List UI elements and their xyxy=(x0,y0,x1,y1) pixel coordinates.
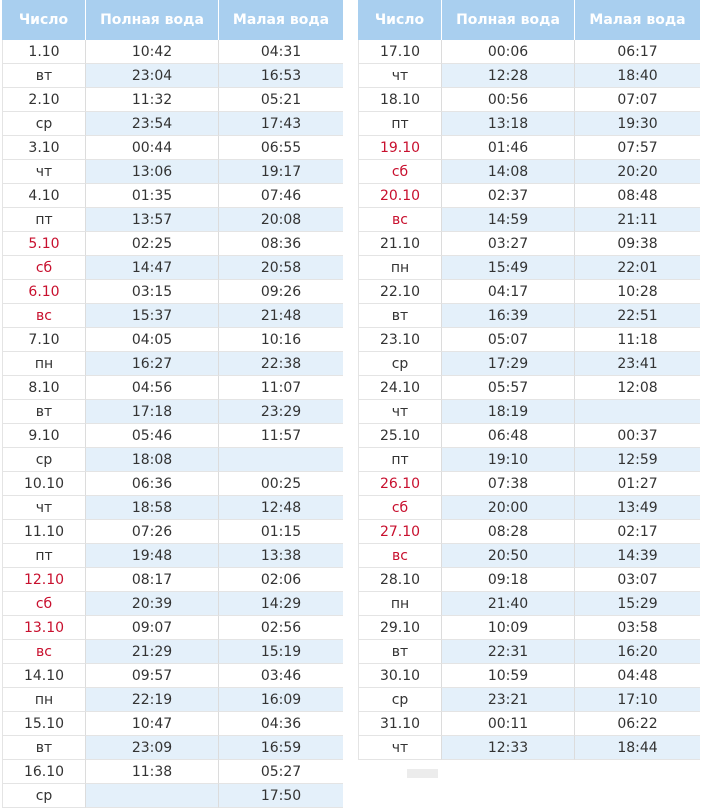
high-water-cell: 00:06 xyxy=(442,40,575,64)
date-cell: 14.10 xyxy=(2,664,86,688)
date-cell: 7.10 xyxy=(2,328,86,352)
table-row xyxy=(2,664,343,688)
low-water-cell: 13:49 xyxy=(575,496,700,520)
high-water-cell: 14:47 xyxy=(86,256,219,280)
low-water-cell: 12:48 xyxy=(219,496,343,520)
table-row xyxy=(358,160,700,184)
table-row xyxy=(358,40,700,64)
date-cell: 24.10 xyxy=(358,376,442,400)
date-cell: 22.10 xyxy=(358,280,442,304)
low-water-cell: 06:55 xyxy=(219,136,343,160)
low-water-cell: 08:48 xyxy=(575,184,700,208)
high-water-cell: 21:29 xyxy=(86,640,219,664)
table-row xyxy=(358,544,700,568)
high-water-cell: 14:59 xyxy=(442,208,575,232)
low-water-cell xyxy=(219,448,343,472)
low-water-cell: 20:20 xyxy=(575,160,700,184)
table-row xyxy=(358,688,700,712)
table-row xyxy=(2,400,343,424)
high-water-cell: 18:08 xyxy=(86,448,219,472)
table-row xyxy=(2,328,343,352)
high-water-cell: 00:11 xyxy=(442,712,575,736)
weekday-cell: пт xyxy=(2,208,86,232)
low-water-cell: 22:51 xyxy=(575,304,700,328)
table-row xyxy=(358,280,700,304)
table-row xyxy=(358,232,700,256)
table-row xyxy=(2,520,343,544)
low-water-cell: 08:36 xyxy=(219,232,343,256)
high-water-cell: 08:28 xyxy=(442,520,575,544)
date-cell: 16.10 xyxy=(2,760,86,784)
header-date: Число xyxy=(358,0,442,40)
weekday-cell: вт xyxy=(2,736,86,760)
high-water-cell: 06:48 xyxy=(442,424,575,448)
high-water-cell: 05:07 xyxy=(442,328,575,352)
weekday-cell: сб xyxy=(358,496,442,520)
low-water-cell: 04:36 xyxy=(219,712,343,736)
weekday-cell: вт xyxy=(2,400,86,424)
high-water-cell: 22:31 xyxy=(442,640,575,664)
low-water-cell: 00:25 xyxy=(219,472,343,496)
date-cell: 11.10 xyxy=(2,520,86,544)
table-row xyxy=(358,328,700,352)
low-water-cell: 03:46 xyxy=(219,664,343,688)
table-row xyxy=(358,712,700,736)
low-water-cell: 11:57 xyxy=(219,424,343,448)
table-row xyxy=(358,640,700,664)
weekday-cell: ср xyxy=(358,688,442,712)
header-row xyxy=(358,0,700,40)
table-row xyxy=(2,640,343,664)
low-water-cell: 07:46 xyxy=(219,184,343,208)
header-low-water: Малая вода xyxy=(575,0,700,40)
table-row xyxy=(2,784,343,808)
high-water-cell: 01:46 xyxy=(442,136,575,160)
date-cell: 10.10 xyxy=(2,472,86,496)
low-water-cell: 15:19 xyxy=(219,640,343,664)
high-water-cell: 10:09 xyxy=(442,616,575,640)
date-cell: 8.10 xyxy=(2,376,86,400)
high-water-cell: 20:00 xyxy=(442,496,575,520)
date-cell: 20.10 xyxy=(358,184,442,208)
table-row xyxy=(2,736,343,760)
low-water-cell: 23:41 xyxy=(575,352,700,376)
low-water-cell: 22:01 xyxy=(575,256,700,280)
low-water-cell: 16:09 xyxy=(219,688,343,712)
date-cell: 25.10 xyxy=(358,424,442,448)
date-cell: 15.10 xyxy=(2,712,86,736)
low-water-cell: 16:53 xyxy=(219,64,343,88)
table-row xyxy=(358,616,700,640)
low-water-cell: 03:07 xyxy=(575,568,700,592)
footer-placeholder xyxy=(407,769,438,778)
date-cell: 13.10 xyxy=(2,616,86,640)
high-water-cell: 10:59 xyxy=(442,664,575,688)
weekday-cell: пт xyxy=(2,544,86,568)
table-row xyxy=(358,304,700,328)
weekday-cell: вс xyxy=(358,544,442,568)
low-water-cell: 18:40 xyxy=(575,64,700,88)
high-water-cell: 05:57 xyxy=(442,376,575,400)
low-water-cell: 09:26 xyxy=(219,280,343,304)
high-water-cell: 07:26 xyxy=(86,520,219,544)
low-water-cell: 05:21 xyxy=(219,88,343,112)
weekday-cell: пн xyxy=(358,256,442,280)
date-cell: 26.10 xyxy=(358,472,442,496)
table-row xyxy=(2,496,343,520)
low-water-cell: 12:59 xyxy=(575,448,700,472)
low-water-cell: 10:16 xyxy=(219,328,343,352)
high-water-cell xyxy=(86,784,219,808)
high-water-cell: 04:17 xyxy=(442,280,575,304)
low-water-cell: 01:27 xyxy=(575,472,700,496)
table-row xyxy=(2,160,343,184)
table-row xyxy=(2,208,343,232)
low-water-cell xyxy=(575,400,700,424)
date-cell: 27.10 xyxy=(358,520,442,544)
low-water-cell: 02:06 xyxy=(219,568,343,592)
high-water-cell: 18:19 xyxy=(442,400,575,424)
high-water-cell: 16:39 xyxy=(442,304,575,328)
table-row xyxy=(2,712,343,736)
low-water-cell: 03:58 xyxy=(575,616,700,640)
high-water-cell: 12:28 xyxy=(442,64,575,88)
date-cell: 21.10 xyxy=(358,232,442,256)
weekday-cell: ср xyxy=(2,448,86,472)
weekday-cell: вс xyxy=(358,208,442,232)
low-water-cell: 19:17 xyxy=(219,160,343,184)
table-row xyxy=(358,736,700,760)
high-water-cell: 08:17 xyxy=(86,568,219,592)
header-row xyxy=(2,0,343,40)
high-water-cell: 00:44 xyxy=(86,136,219,160)
low-water-cell: 20:58 xyxy=(219,256,343,280)
date-cell: 2.10 xyxy=(2,88,86,112)
low-water-cell: 14:39 xyxy=(575,544,700,568)
low-water-cell: 04:31 xyxy=(219,40,343,64)
weekday-cell: сб xyxy=(2,592,86,616)
high-water-cell: 17:29 xyxy=(442,352,575,376)
weekday-cell: вт xyxy=(2,64,86,88)
low-water-cell: 06:22 xyxy=(575,712,700,736)
high-water-cell: 04:56 xyxy=(86,376,219,400)
low-water-cell: 16:59 xyxy=(219,736,343,760)
header-date: Число xyxy=(2,0,86,40)
low-water-cell: 10:28 xyxy=(575,280,700,304)
weekday-cell: ср xyxy=(2,784,86,808)
weekday-cell: пт xyxy=(358,112,442,136)
high-water-cell: 12:33 xyxy=(442,736,575,760)
high-water-cell: 22:19 xyxy=(86,688,219,712)
high-water-cell: 23:04 xyxy=(86,64,219,88)
high-water-cell: 21:40 xyxy=(442,592,575,616)
weekday-cell: пн xyxy=(2,352,86,376)
weekday-cell: вс xyxy=(2,640,86,664)
header-low-water: Малая вода xyxy=(219,0,343,40)
low-water-cell: 13:38 xyxy=(219,544,343,568)
low-water-cell: 02:56 xyxy=(219,616,343,640)
weekday-cell: сб xyxy=(358,160,442,184)
high-water-cell: 11:38 xyxy=(86,760,219,784)
low-water-cell: 16:20 xyxy=(575,640,700,664)
table-row xyxy=(358,448,700,472)
high-water-cell: 13:06 xyxy=(86,160,219,184)
table-row xyxy=(358,592,700,616)
table-row xyxy=(358,472,700,496)
low-water-cell: 07:07 xyxy=(575,88,700,112)
table-row xyxy=(2,280,343,304)
table-row xyxy=(358,664,700,688)
high-water-cell: 03:15 xyxy=(86,280,219,304)
table-row xyxy=(2,112,343,136)
date-cell: 3.10 xyxy=(2,136,86,160)
low-water-cell: 11:07 xyxy=(219,376,343,400)
low-water-cell: 00:37 xyxy=(575,424,700,448)
table-row xyxy=(2,136,343,160)
high-water-cell: 09:07 xyxy=(86,616,219,640)
table-row xyxy=(2,64,343,88)
low-water-cell: 11:18 xyxy=(575,328,700,352)
low-water-cell: 09:38 xyxy=(575,232,700,256)
table-row xyxy=(2,376,343,400)
weekday-cell: пн xyxy=(2,688,86,712)
low-water-cell: 23:29 xyxy=(219,400,343,424)
weekday-cell: сб xyxy=(2,256,86,280)
table-row xyxy=(2,568,343,592)
date-cell: 23.10 xyxy=(358,328,442,352)
date-cell: 28.10 xyxy=(358,568,442,592)
table-row xyxy=(2,544,343,568)
table-row xyxy=(358,400,700,424)
high-water-cell: 23:09 xyxy=(86,736,219,760)
high-water-cell: 19:10 xyxy=(442,448,575,472)
weekday-cell: чт xyxy=(2,160,86,184)
low-water-cell: 17:50 xyxy=(219,784,343,808)
date-cell: 1.10 xyxy=(2,40,86,64)
table-row xyxy=(2,424,343,448)
high-water-cell: 02:25 xyxy=(86,232,219,256)
high-water-cell: 23:21 xyxy=(442,688,575,712)
weekday-cell: пн xyxy=(358,592,442,616)
table-row xyxy=(358,64,700,88)
high-water-cell: 17:18 xyxy=(86,400,219,424)
high-water-cell: 09:57 xyxy=(86,664,219,688)
table-row xyxy=(2,40,343,64)
table-row xyxy=(358,88,700,112)
weekday-cell: пт xyxy=(358,448,442,472)
high-water-cell: 11:32 xyxy=(86,88,219,112)
weekday-cell: ср xyxy=(358,352,442,376)
low-water-cell: 21:11 xyxy=(575,208,700,232)
high-water-cell: 18:58 xyxy=(86,496,219,520)
high-water-cell: 02:37 xyxy=(442,184,575,208)
high-water-cell: 04:05 xyxy=(86,328,219,352)
tide-table-right xyxy=(358,0,700,760)
table-row xyxy=(2,472,343,496)
date-cell: 19.10 xyxy=(358,136,442,160)
low-water-cell: 15:29 xyxy=(575,592,700,616)
low-water-cell: 05:27 xyxy=(219,760,343,784)
table-row xyxy=(2,184,343,208)
high-water-cell: 19:48 xyxy=(86,544,219,568)
tide-table-left xyxy=(2,0,343,808)
low-water-cell: 04:48 xyxy=(575,664,700,688)
table-row xyxy=(2,688,343,712)
weekday-cell: вт xyxy=(358,640,442,664)
table-row xyxy=(2,616,343,640)
header-high-water: Полная вода xyxy=(86,0,219,40)
table-row xyxy=(2,256,343,280)
high-water-cell: 06:36 xyxy=(86,472,219,496)
date-cell: 12.10 xyxy=(2,568,86,592)
table-row xyxy=(2,88,343,112)
low-water-cell: 18:44 xyxy=(575,736,700,760)
table-row xyxy=(2,304,343,328)
date-cell: 30.10 xyxy=(358,664,442,688)
high-water-cell: 20:39 xyxy=(86,592,219,616)
high-water-cell: 03:27 xyxy=(442,232,575,256)
table-row xyxy=(2,592,343,616)
date-cell: 17.10 xyxy=(358,40,442,64)
high-water-cell: 01:35 xyxy=(86,184,219,208)
high-water-cell: 15:37 xyxy=(86,304,219,328)
weekday-cell: чт xyxy=(358,64,442,88)
high-water-cell: 20:50 xyxy=(442,544,575,568)
date-cell: 5.10 xyxy=(2,232,86,256)
high-water-cell: 09:18 xyxy=(442,568,575,592)
low-water-cell: 19:30 xyxy=(575,112,700,136)
high-water-cell: 14:08 xyxy=(442,160,575,184)
weekday-cell: чт xyxy=(358,736,442,760)
table-row xyxy=(358,208,700,232)
weekday-cell: чт xyxy=(2,496,86,520)
date-cell: 18.10 xyxy=(358,88,442,112)
table-row xyxy=(2,760,343,784)
low-water-cell: 02:17 xyxy=(575,520,700,544)
header-high-water: Полная вода xyxy=(442,0,575,40)
low-water-cell: 14:29 xyxy=(219,592,343,616)
table-row xyxy=(2,352,343,376)
table-row xyxy=(358,256,700,280)
weekday-cell: чт xyxy=(358,400,442,424)
high-water-cell: 10:47 xyxy=(86,712,219,736)
high-water-cell: 13:57 xyxy=(86,208,219,232)
table-row xyxy=(358,112,700,136)
high-water-cell: 16:27 xyxy=(86,352,219,376)
weekday-cell: вс xyxy=(2,304,86,328)
table-row xyxy=(358,568,700,592)
high-water-cell: 00:56 xyxy=(442,88,575,112)
table-row xyxy=(2,232,343,256)
date-cell: 6.10 xyxy=(2,280,86,304)
low-water-cell: 21:48 xyxy=(219,304,343,328)
high-water-cell: 23:54 xyxy=(86,112,219,136)
low-water-cell: 22:38 xyxy=(219,352,343,376)
table-row xyxy=(358,352,700,376)
high-water-cell: 13:18 xyxy=(442,112,575,136)
weekday-cell: вт xyxy=(358,304,442,328)
low-water-cell: 01:15 xyxy=(219,520,343,544)
date-cell: 9.10 xyxy=(2,424,86,448)
table-row xyxy=(358,424,700,448)
low-water-cell: 07:57 xyxy=(575,136,700,160)
low-water-cell: 17:10 xyxy=(575,688,700,712)
table-row xyxy=(358,496,700,520)
weekday-cell: ср xyxy=(2,112,86,136)
low-water-cell: 17:43 xyxy=(219,112,343,136)
high-water-cell: 15:49 xyxy=(442,256,575,280)
low-water-cell: 12:08 xyxy=(575,376,700,400)
table-row xyxy=(2,448,343,472)
date-cell: 4.10 xyxy=(2,184,86,208)
date-cell: 29.10 xyxy=(358,616,442,640)
high-water-cell: 07:38 xyxy=(442,472,575,496)
table-row xyxy=(358,184,700,208)
table-row xyxy=(358,136,700,160)
high-water-cell: 05:46 xyxy=(86,424,219,448)
table-row xyxy=(358,376,700,400)
table-row xyxy=(358,520,700,544)
low-water-cell: 06:17 xyxy=(575,40,700,64)
low-water-cell: 20:08 xyxy=(219,208,343,232)
date-cell: 31.10 xyxy=(358,712,442,736)
high-water-cell: 10:42 xyxy=(86,40,219,64)
